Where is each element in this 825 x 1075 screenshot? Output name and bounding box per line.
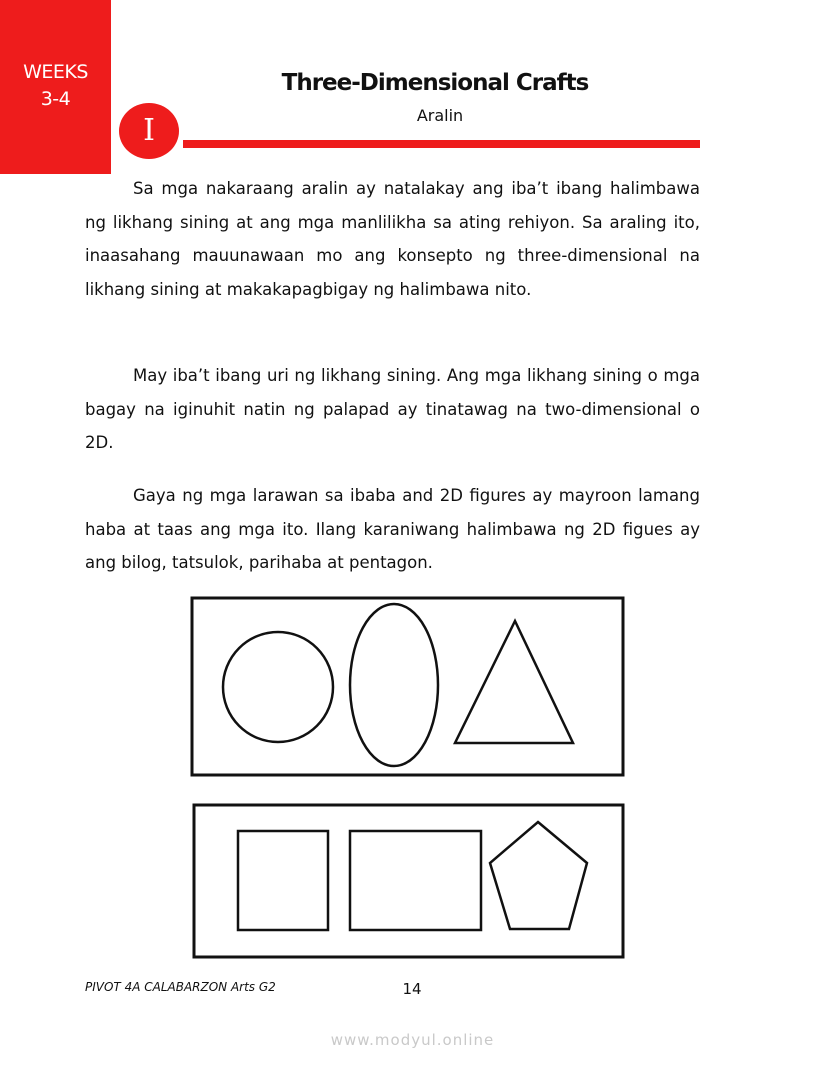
footer-source: PIVOT 4A CALABARZON Arts G2 [85, 980, 276, 994]
page-subtitle: Aralin [416, 106, 464, 125]
paragraph-1 [85, 172, 700, 306]
paragraph-2 [85, 359, 700, 460]
shapes-box-2 [192, 803, 626, 960]
paragraph-2-text: May iba’t ibang uri ng likhang sining. Ang mga likhang sining o mga bagay na iginuhit natin ng palapad ay tinatawag na two-dimensional o 2D. [85, 366, 700, 452]
pentagon-shape [490, 822, 587, 929]
shapes-box-2-border [194, 805, 623, 957]
rectangle-shape [350, 831, 481, 930]
paragraph-3 [85, 479, 700, 580]
circle-shape [223, 632, 333, 742]
paragraph-1-text: Sa mga nakaraang aralin ay natalakay ang iba’t ibang halimbawa ng likhang sining at ang mga manlilikha sa ating rehiyon. Sa araling ito, inaasahang mauunawaan mo ang konsepto ng three-dimensional na likhang sining at makakapagbigay ng halimbawa nito. [85, 179, 700, 299]
section-letter-badge: I [119, 103, 179, 159]
square-shape [238, 831, 328, 930]
week-tab [0, 0, 111, 174]
triangle-shape [455, 621, 573, 743]
week-number: 3-4 [40, 88, 71, 110]
shapes-box-1 [190, 596, 626, 778]
oval-shape [350, 604, 438, 766]
page-number: 14 [402, 980, 422, 998]
page-title: Three-Dimensional Crafts [281, 70, 589, 96]
title-divider [183, 140, 700, 148]
watermark: www.modyul.online [330, 1031, 495, 1049]
week-label: WEEKS [23, 61, 88, 83]
paragraph-3-text: Gaya ng mga larawan sa ibaba and 2D figures ay mayroon lamang haba at taas ang mga ito. Ilang karaniwang halimbawa ng 2D figues ay ang bilog, tatsulok, parihaba at pentagon. [85, 486, 700, 572]
shapes-box-1-border [192, 598, 623, 775]
